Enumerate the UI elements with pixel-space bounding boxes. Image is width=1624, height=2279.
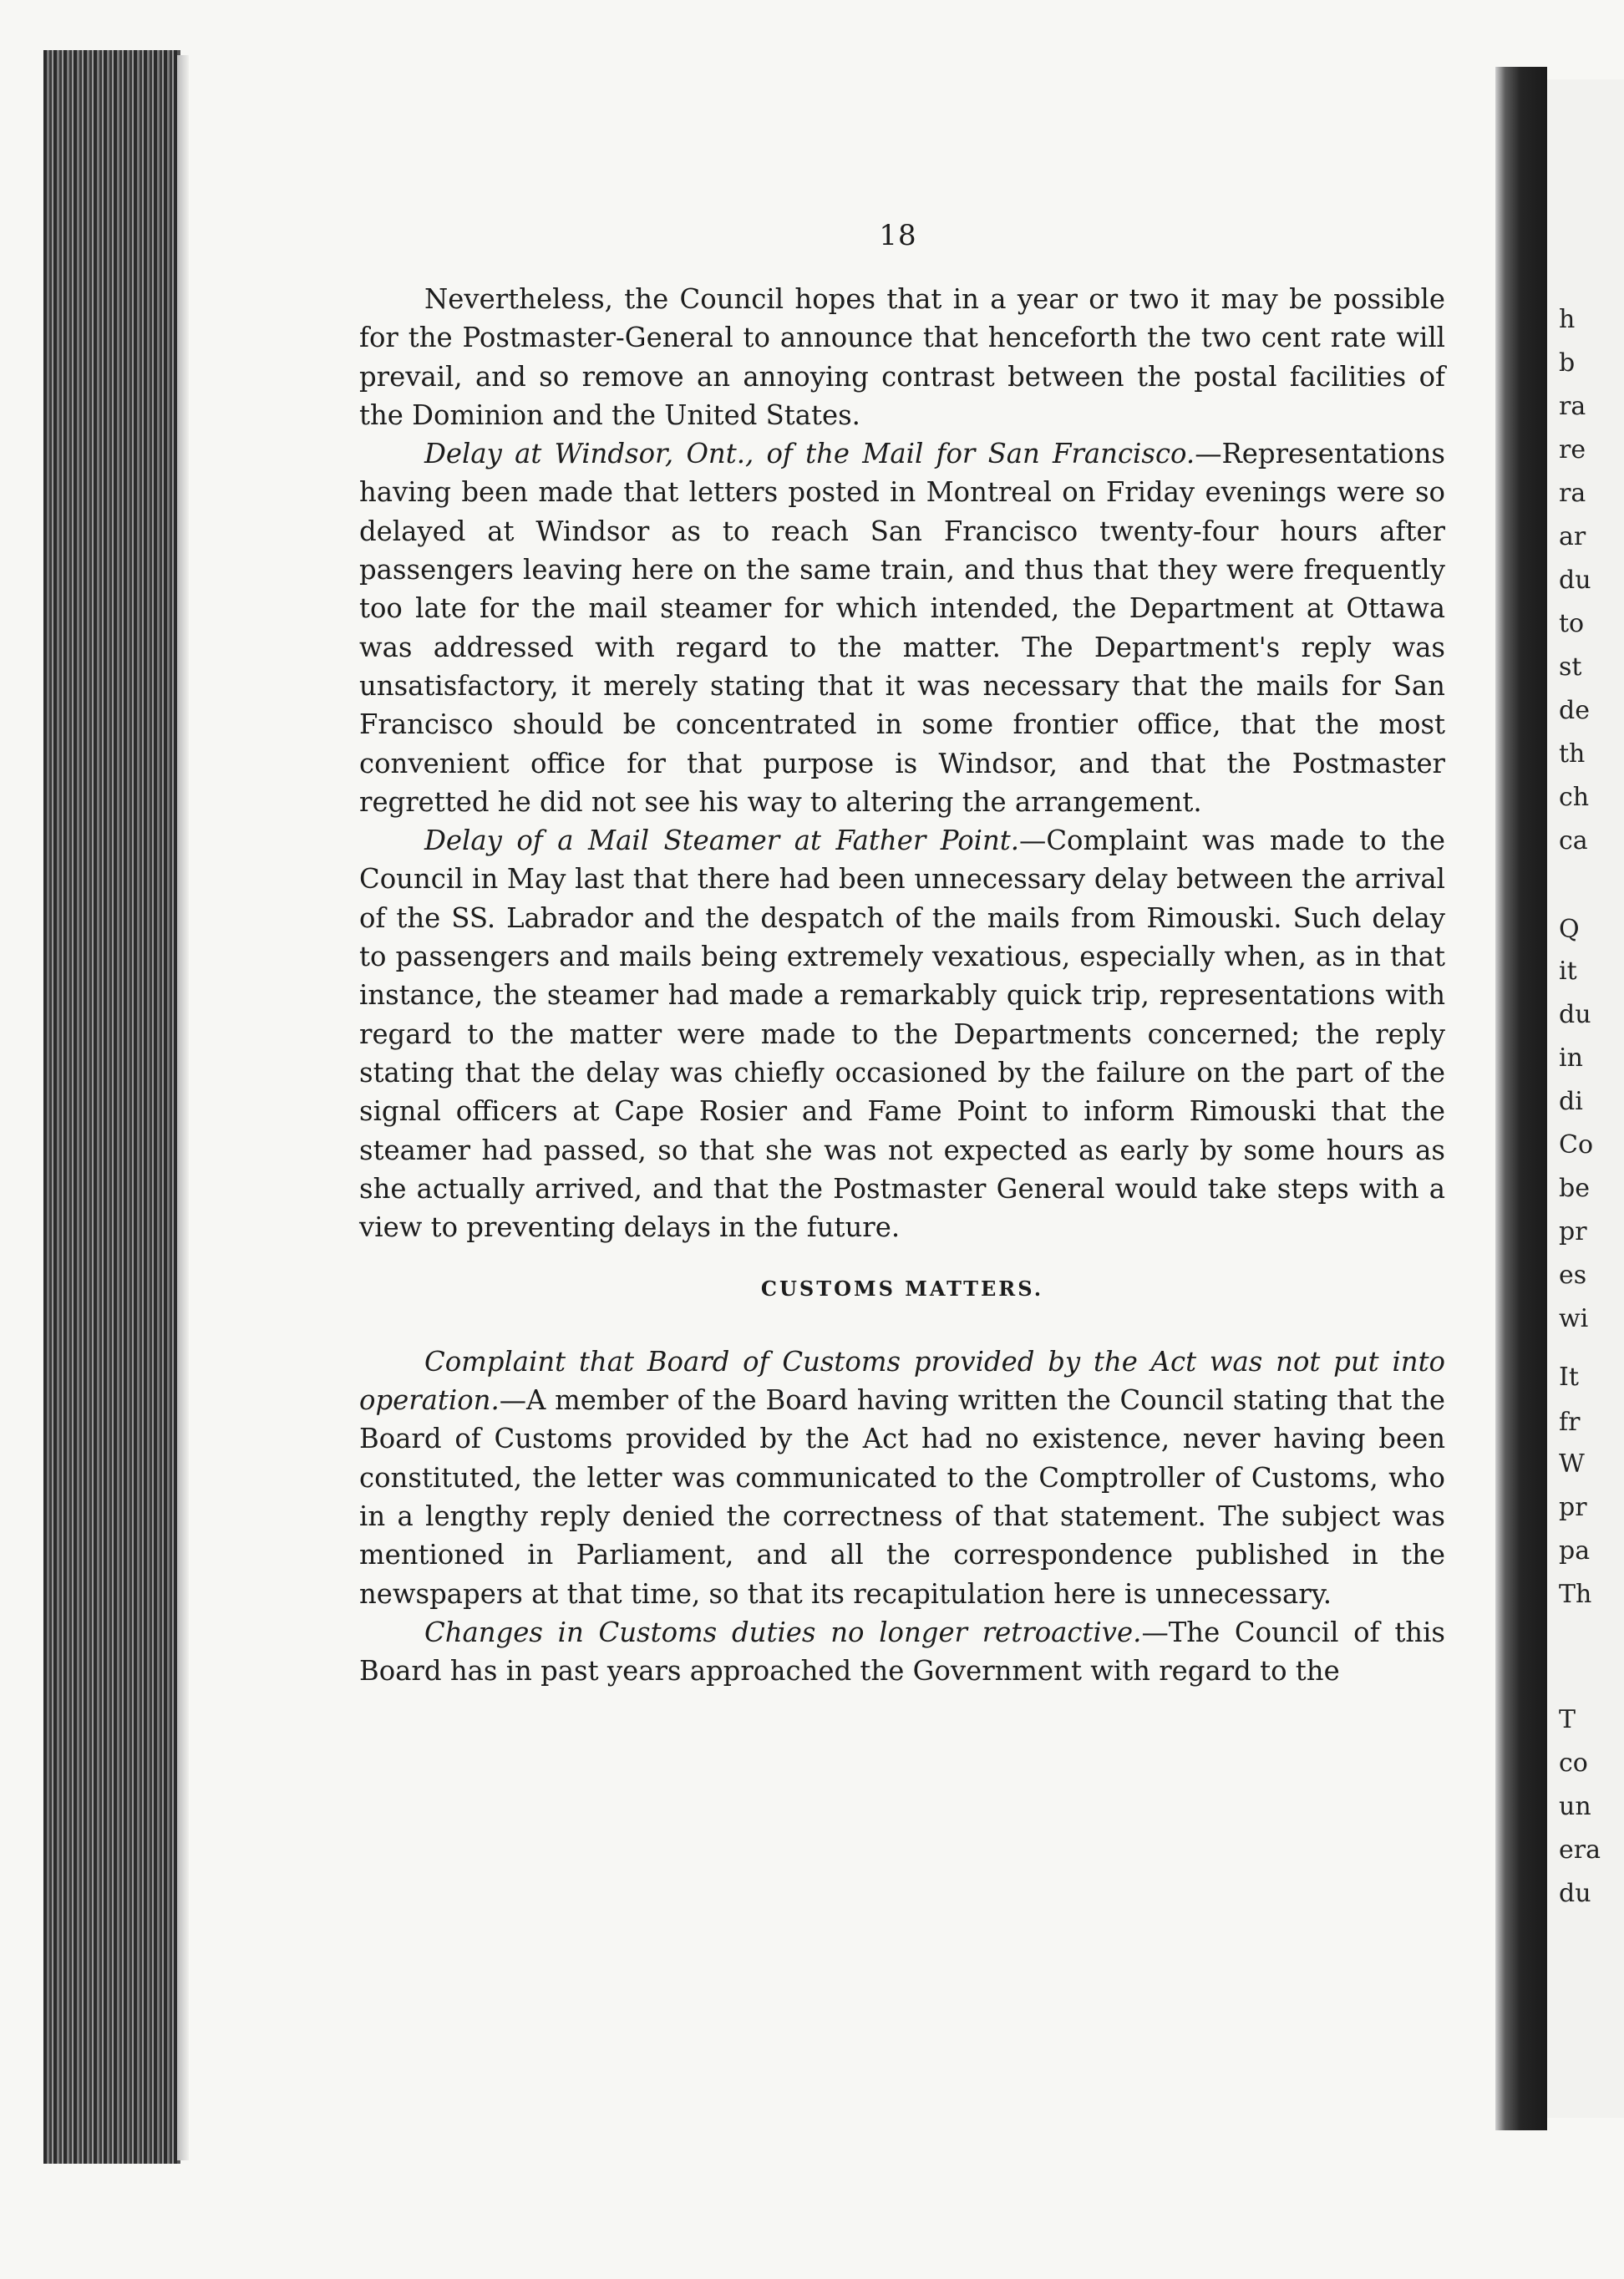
- facing-page-text: es: [1559, 1261, 1587, 1290]
- facing-page-text: wi: [1559, 1304, 1589, 1333]
- facing-page-text: ra: [1559, 392, 1586, 421]
- facing-page-text: h: [1559, 305, 1576, 334]
- paragraph-heading: Delay at Windsor, Ont., of the Mail for San Francisco.: [424, 438, 1195, 470]
- page-body: [359, 280, 1445, 1690]
- facing-page-text: pr: [1559, 1217, 1587, 1246]
- facing-page-text: era: [1559, 1835, 1601, 1865]
- paragraph-text: —The Council of this Board has in past years approached the Government with regard to the: [359, 1616, 1446, 1688]
- facing-page-text: Th: [1559, 1580, 1592, 1609]
- facing-page-text: pr: [1559, 1493, 1587, 1522]
- facing-page-text: du: [1559, 1879, 1591, 1908]
- paragraph-windsor-delay: [359, 434, 1445, 821]
- paragraph-text: —A member of the Board having written the Council stating that the Board of Customs provided by the Act had no existence, never having been constituted, the letter was communicated to the Comptroller of Customs, who in a lengthy reply denied the correctness of that statement. The subject was mentioned in Parliament, and all the correspondence published in the newspapers at that time, so that its recapitulation here is unnecessary.: [359, 1384, 1445, 1610]
- facing-page-text: th: [1559, 739, 1586, 769]
- facing-page-text: Q: [1559, 915, 1580, 944]
- facing-page-text: to: [1559, 609, 1585, 638]
- facing-page-text: un: [1559, 1792, 1591, 1821]
- facing-page-text: di: [1559, 1087, 1583, 1116]
- facing-page-text: pa: [1559, 1536, 1591, 1566]
- facing-page-text: it: [1559, 957, 1577, 986]
- facing-page-text: re: [1559, 435, 1586, 464]
- facing-page-fragment: [1547, 79, 1624, 2118]
- facing-page-text: W: [1559, 1449, 1585, 1479]
- facing-page-text: co: [1559, 1749, 1588, 1778]
- paragraph-father-point-delay: [359, 821, 1445, 1246]
- paragraph-text: Nevertheless, the Council hopes that in a year or two it may be possible for the Postmaster-General to announce that henceforth the two cent rate will prevail, and so remove an annoying contrast between the postal facilities of the Dominion and the United States.: [359, 283, 1445, 431]
- book-leaves-left-edge: [43, 50, 180, 2164]
- facing-page-text: st: [1559, 652, 1582, 682]
- paragraph-text: —Complaint was made to the Council in May last that there had been unnecessary delay between the arrival of the SS. Labrador and the despatch of the mails from Rimouski. Such delay to passengers and mails being extremely vexatious, especially when, as in that instance, the steamer had made a remarkably quick trip, representations with regard to the matter were made to the Departments concerned; the reply stating that the delay was chiefly occasioned by the failure on the part of the signal officers at Cape Rosier and Fame Point to inform Rimouski that the steamer had passed, so that she was not expected as early by some hours as she actually arrived, and that the Postmaster General would take steps with a view to preventing delays in the future.: [359, 825, 1445, 1244]
- facing-page-text: ar: [1559, 522, 1586, 551]
- facing-page-text: ca: [1559, 826, 1588, 855]
- facing-page-text: It: [1559, 1363, 1579, 1392]
- facing-page-text: du: [1559, 1000, 1591, 1029]
- facing-page-text: T: [1559, 1705, 1576, 1734]
- page-number: 18: [879, 219, 917, 252]
- paragraph-heading: Complaint that Board of Customs provided by the Act was not put into operation.: [359, 1345, 1445, 1417]
- paragraph-postal-rate: [359, 280, 1445, 434]
- facing-page-text: b: [1559, 348, 1576, 378]
- book-binding-right: [1495, 67, 1547, 2130]
- facing-page-text: fr: [1559, 1408, 1581, 1437]
- facing-page-text: in: [1559, 1043, 1583, 1073]
- facing-page-text: du: [1559, 566, 1591, 595]
- paragraph-heading: Changes in Customs duties no longer retroactive.: [424, 1616, 1142, 1648]
- paragraph-customs-duties: [359, 1613, 1445, 1691]
- paragraph-board-of-customs: [359, 1343, 1445, 1613]
- facing-page-text: Co: [1559, 1130, 1594, 1160]
- facing-page-text: be: [1559, 1174, 1590, 1203]
- facing-page-text: ra: [1559, 479, 1586, 508]
- facing-page-text: ch: [1559, 783, 1590, 812]
- paragraph-text: —Representations having been made that letters posted in Montreal on Friday evenings were so delayed at Windsor as to reach San Francisco twenty-four hours after passengers leaving here on the same train, and thus that they were frequently too late for the mail steamer for which intended, the Department at Ottawa was addressed with regard to the matter. The Department's reply was unsatisfactory, it merely stating that it was necessary that the mails for San Francisco should be concentrated in some frontier office, that the most convenient office for that purpose is Windsor, and that the Postmaster regretted he did not see his way to altering the arrangement.: [359, 438, 1445, 818]
- page-gutter-shadow: [177, 55, 189, 2160]
- facing-page-text: de: [1559, 696, 1590, 725]
- section-heading: CUSTOMS MATTERS.: [760, 1277, 1044, 1302]
- paragraph-heading: Delay of a Mail Steamer at Father Point.: [424, 825, 1020, 857]
